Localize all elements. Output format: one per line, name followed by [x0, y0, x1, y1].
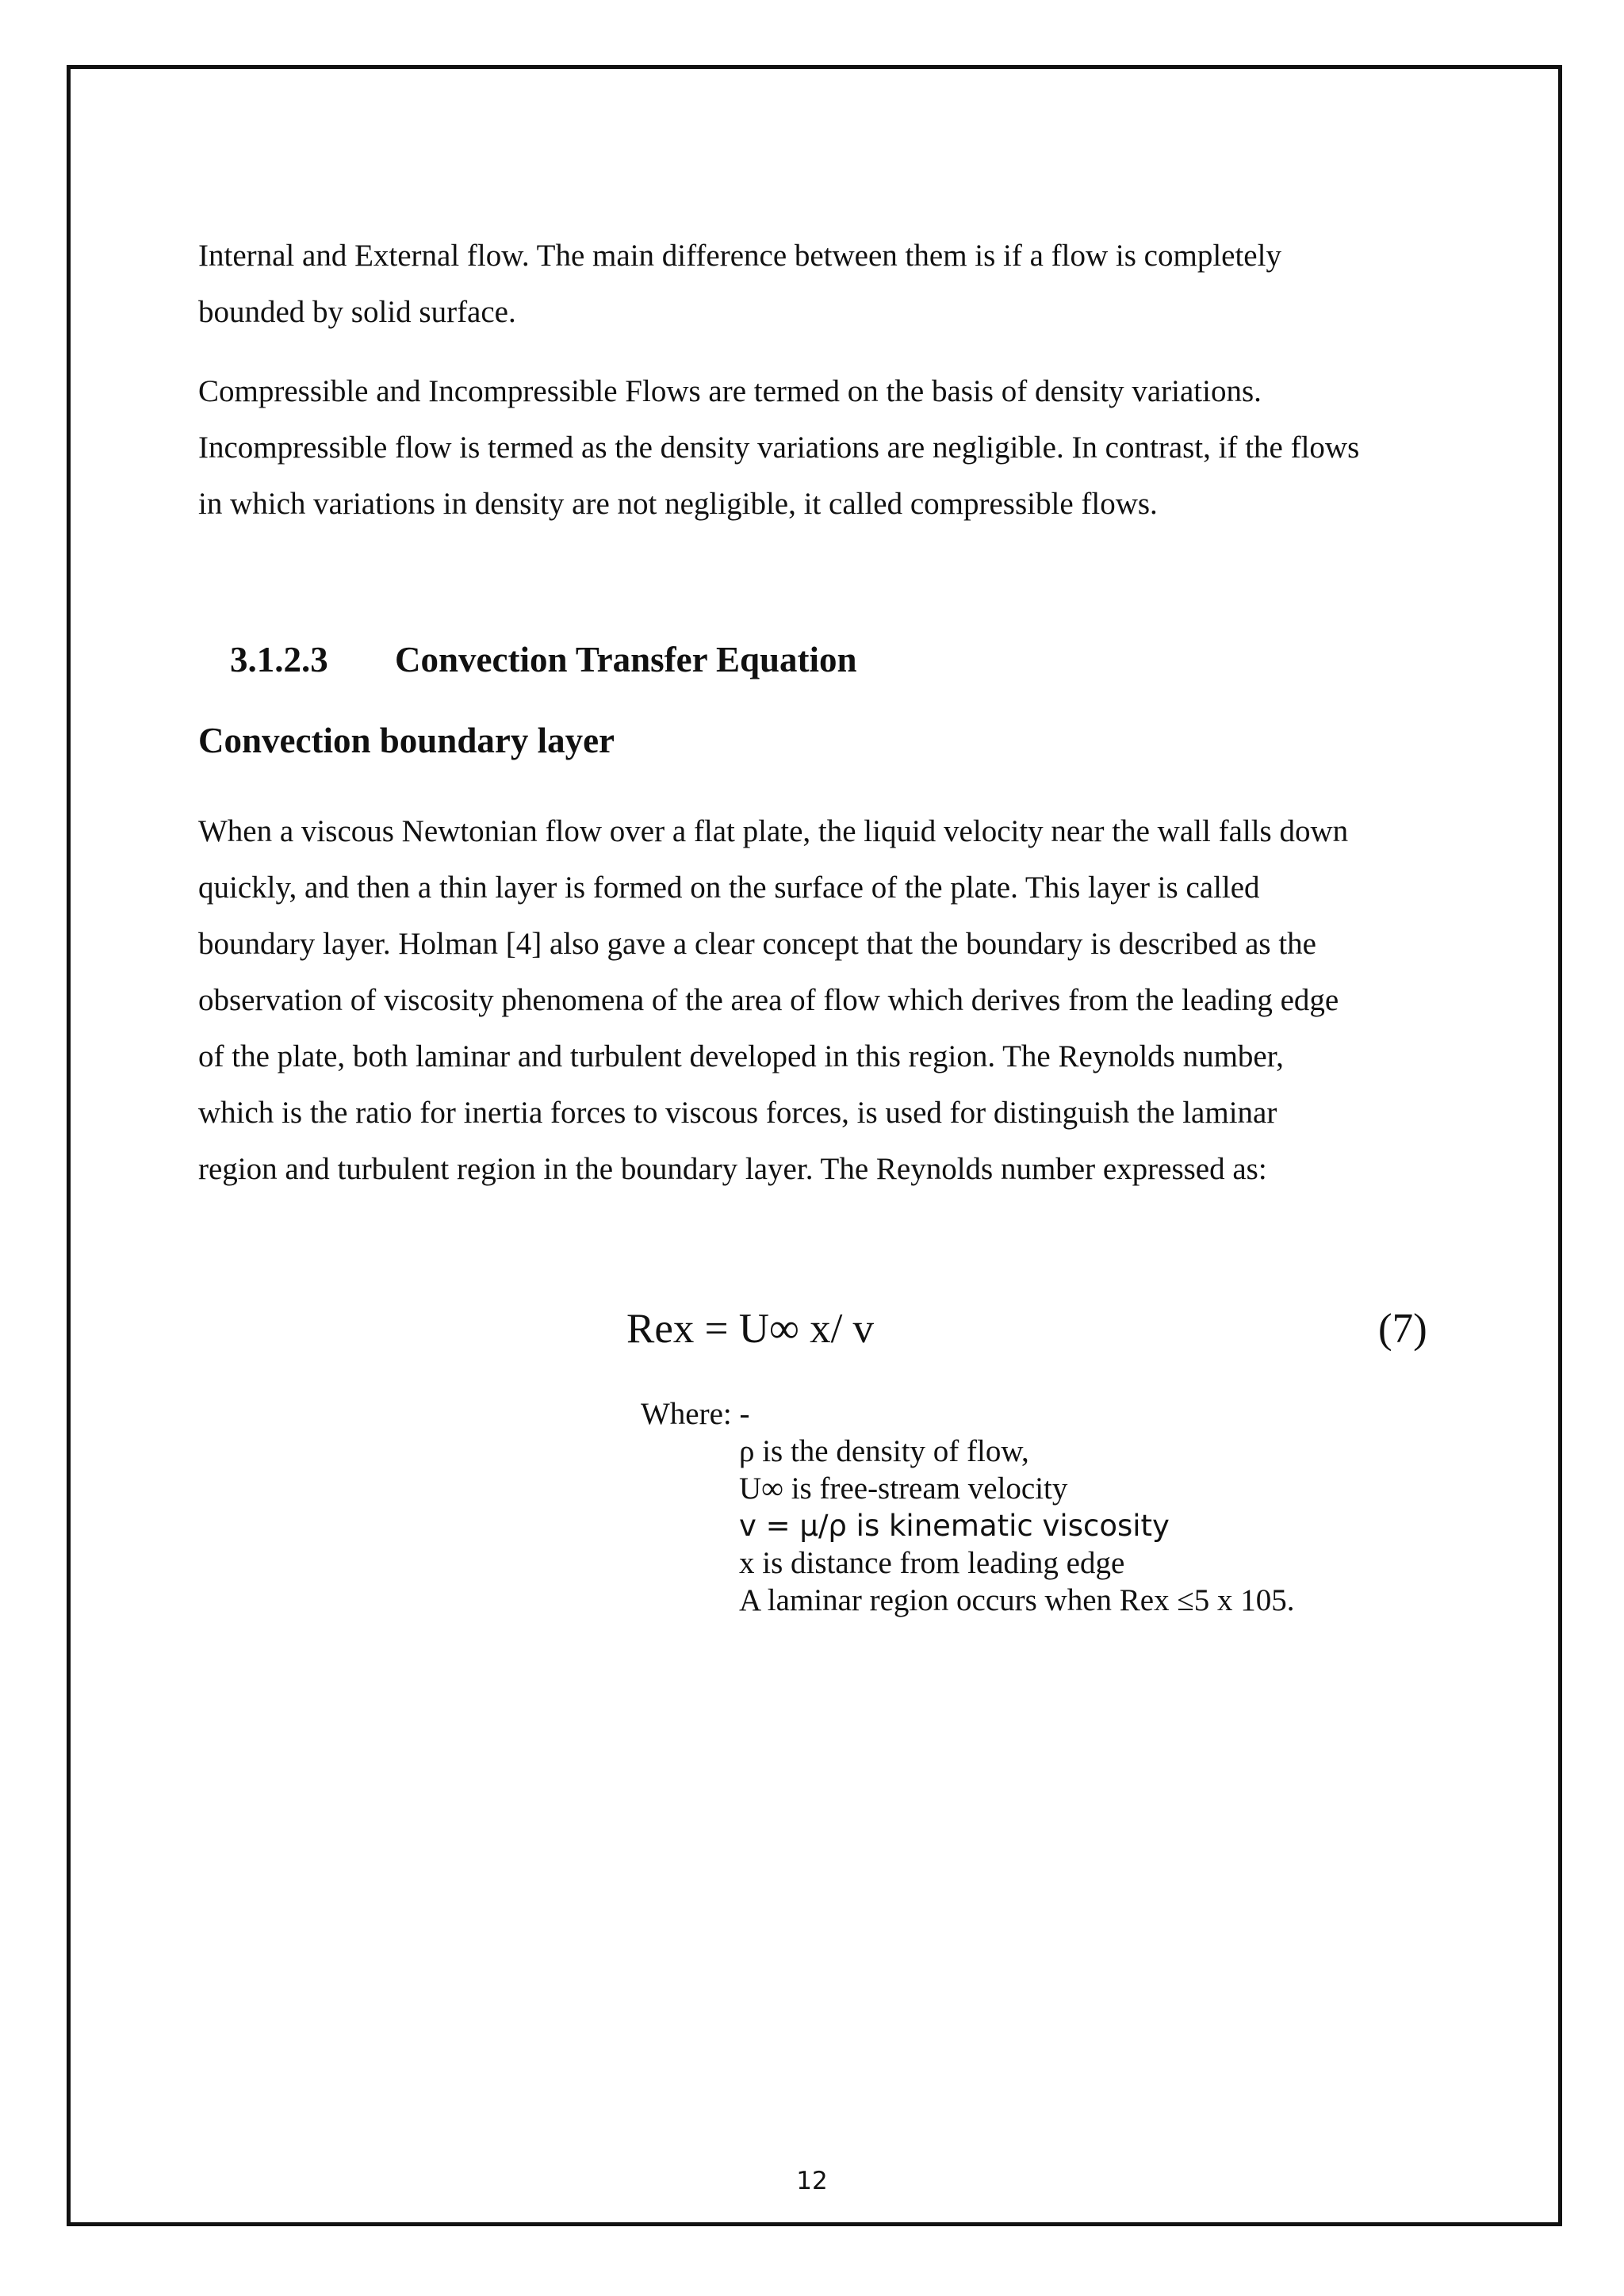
text-line: Internal and External flow. The main difference between them is if a flow is completely — [198, 239, 1281, 273]
text-line: Compressible and Incompressible Flows are termed on the basis of density variations. — [198, 374, 1262, 408]
definition-distance: x is distance from leading edge — [739, 1546, 1125, 1580]
paragraph-compressible-flows — [198, 363, 1435, 532]
subheading-convection-boundary-layer: Convection boundary layer — [198, 721, 615, 760]
definition-kinematic-viscosity: v = μ/ρ is kinematic viscosity — [739, 1509, 1170, 1543]
reynolds-equation: Rex = U∞ x/ v — [626, 1306, 875, 1352]
section-heading — [230, 639, 857, 680]
text-line: of the plate, both laminar and turbulent developed in this region. The Reynolds number, — [198, 1039, 1284, 1073]
equation-number: (7) — [1378, 1306, 1427, 1352]
text-line: quickly, and then a thin layer is formed on the surface of the plate. This layer is called — [198, 871, 1260, 905]
where-label: Where: - — [641, 1397, 750, 1431]
text-line: in which variations in density are not negligible, it called compressible flows. — [198, 487, 1158, 521]
text-line: region and turbulent region in the boundary layer. The Reynolds number expressed as: — [198, 1152, 1267, 1186]
text-line: bounded by solid surface. — [198, 295, 516, 329]
section-number: 3.1.2.3 — [230, 640, 328, 679]
text-line: which is the ratio for inertia forces to viscous forces, is used for distinguish the laminar — [198, 1096, 1277, 1130]
variable-definitions — [739, 1433, 1295, 1619]
definition-laminar-region: A laminar region occurs when Rex ≤5 x 105. — [739, 1583, 1295, 1617]
definition-free-stream-velocity: U∞ is free-stream velocity — [739, 1471, 1068, 1506]
text-line: Incompressible flow is termed as the density variations are negligible. In contrast, if the flows — [198, 430, 1360, 465]
paragraph-flow-types — [198, 228, 1435, 340]
section-title: Convection Transfer Equation — [395, 640, 857, 679]
text-line: observation of viscosity phenomena of the area of flow which derives from the leading edge — [198, 983, 1339, 1017]
paragraph-boundary-layer — [198, 803, 1435, 1197]
text-line: boundary layer. Holman [4] also gave a clear concept that the boundary is described as the — [198, 927, 1316, 961]
definition-density: ρ is the density of flow, — [739, 1434, 1029, 1468]
page-number: 12 — [796, 2167, 828, 2195]
text-line: When a viscous Newtonian flow over a flat plate, the liquid velocity near the wall falls down — [198, 814, 1349, 848]
